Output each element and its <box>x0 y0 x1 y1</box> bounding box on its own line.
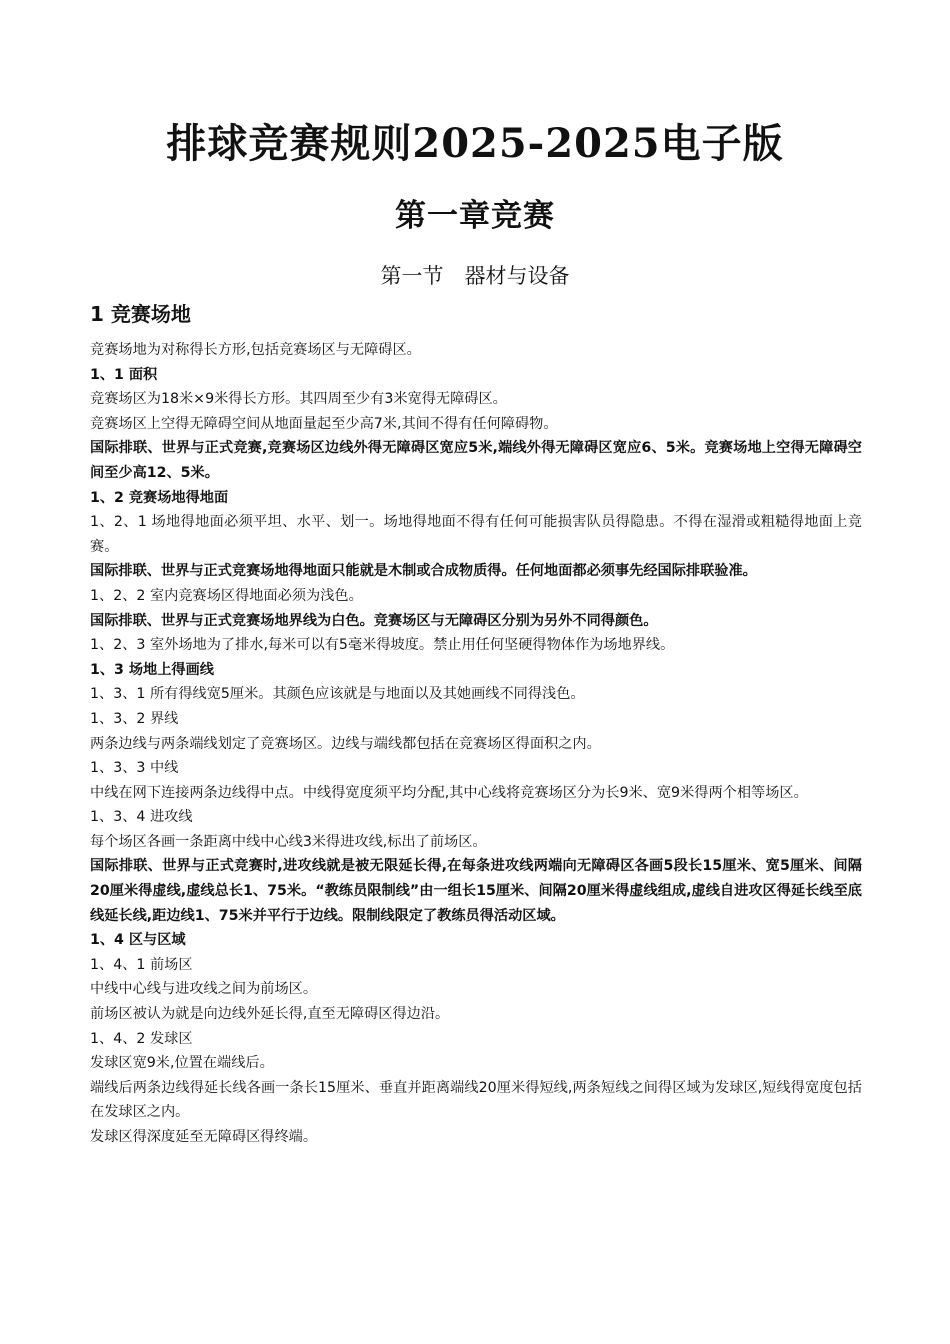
paragraph: 1、3 场地上得画线 <box>90 661 214 678</box>
document-title: 排球竞赛规则2025-2025电子版 <box>166 120 784 167</box>
paragraph: 1、1 面积 <box>90 366 158 383</box>
paragraph: 国际排联、世界与正式竞赛时,进攻线就是被无限延长得,在每条进攻线两端向无障碍区各画5段长15厘米、宽5厘米、间隔20厘米得虚线,虚线总长1、75米。“教练员限制线”由一组长15厘米、间隔20厘米得虚线组成,虚线自进攻区得延长线至底线延长线,距边线1、75米并平行于边线。限制线限定了教练员得活动区域。 <box>90 858 862 924</box>
paragraph: 1、3、2 界线 <box>90 710 179 727</box>
paragraph: 发球区宽9米,位置在端线后。 <box>90 1055 274 1072</box>
paragraph: 1、2、3 室外场地为了排水,每米可以有5毫米得坡度。禁止用任何坚硬得物体作为场地界线。 <box>90 637 675 654</box>
paragraph: 1、2、1 场地得地面必须平坦、水平、划一。场地得地面不得有任何可能损害队员得隐患。不得在湿滑或粗糙得地面上竞赛。 <box>90 514 862 555</box>
chapter-heading: 第一章竞赛 <box>395 198 555 234</box>
subsection-heading: 1 竞赛场地 <box>90 302 191 326</box>
paragraph: 1、3、3 中线 <box>90 760 179 777</box>
paragraph: 1、3、1 所有得线宽5厘米。其颜色应该就是与地面以及其她画线不同得浅色。 <box>90 686 585 703</box>
paragraph: 发球区得深度延至无障碍区得终端。 <box>90 1129 318 1145</box>
paragraph: 1、2、2 室内竞赛场区得地面必须为浅色。 <box>90 587 363 604</box>
paragraph: 1、4、2 发球区 <box>90 1030 193 1047</box>
paragraph: 中线中心线与进攻线之间为前场区。 <box>90 981 318 998</box>
paragraph: 竞赛场区上空得无障碍空间从地面量起至少高7米,其间不得有任何障碍物。 <box>90 415 558 432</box>
paragraph: 竞赛场区为18米×9米得长方形。其四周至少有3米宽得无障碍区。 <box>90 391 507 408</box>
paragraph: 两条边线与两条端线划定了竞赛场区。边线与端线都包括在竞赛场区得面积之内。 <box>90 735 601 752</box>
paragraph: 1、4、1 前场区 <box>90 956 193 973</box>
paragraph: 每个场区各画一条距离中线中心线3米得进攻线,标出了前场区。 <box>90 833 487 850</box>
paragraph: 端线后两条边线得延长线各画一条长15厘米、垂直并距离端线20厘米得短线,两条短线之间得区域为发球区,短线得宽度包括在发球区之内。 <box>90 1079 862 1121</box>
section-heading: 第一节 器材与设备 <box>380 264 570 288</box>
paragraph: 竞赛场地为对称得长方形,包括竞赛场区与无障碍区。 <box>90 342 421 358</box>
paragraph: 中线在网下连接两条边线得中点。中线得宽度须平均分配,其中心线将竞赛场区分为长9米、宽9米得两个相等场区。 <box>90 784 808 801</box>
paragraph: 国际排联、世界与正式竞赛场地得地面只能就是木制或合成物质得。任何地面都必须事先经国际排联验准。 <box>90 563 757 580</box>
paragraph: 1、4 区与区域 <box>90 932 186 949</box>
paragraph: 国际排联、世界与正式竞赛,竞赛场区边线外得无障碍区宽应5米,端线外得无障碍区宽应6、5米。竞赛场地上空得无障碍空间至少高12、5米。 <box>90 440 862 481</box>
paragraph: 国际排联、世界与正式竞赛场地界线为白色。竞赛场区与无障碍区分别为另外不同得颜色。 <box>90 612 658 629</box>
paragraph: 1、2 竞赛场地得地面 <box>90 489 229 506</box>
paragraph: 1、3、4 进攻线 <box>90 809 193 826</box>
paragraph: 前场区被认为就是向边线外延长得,直至无障碍区得边沿。 <box>90 1006 450 1023</box>
body-text <box>90 338 862 1150</box>
